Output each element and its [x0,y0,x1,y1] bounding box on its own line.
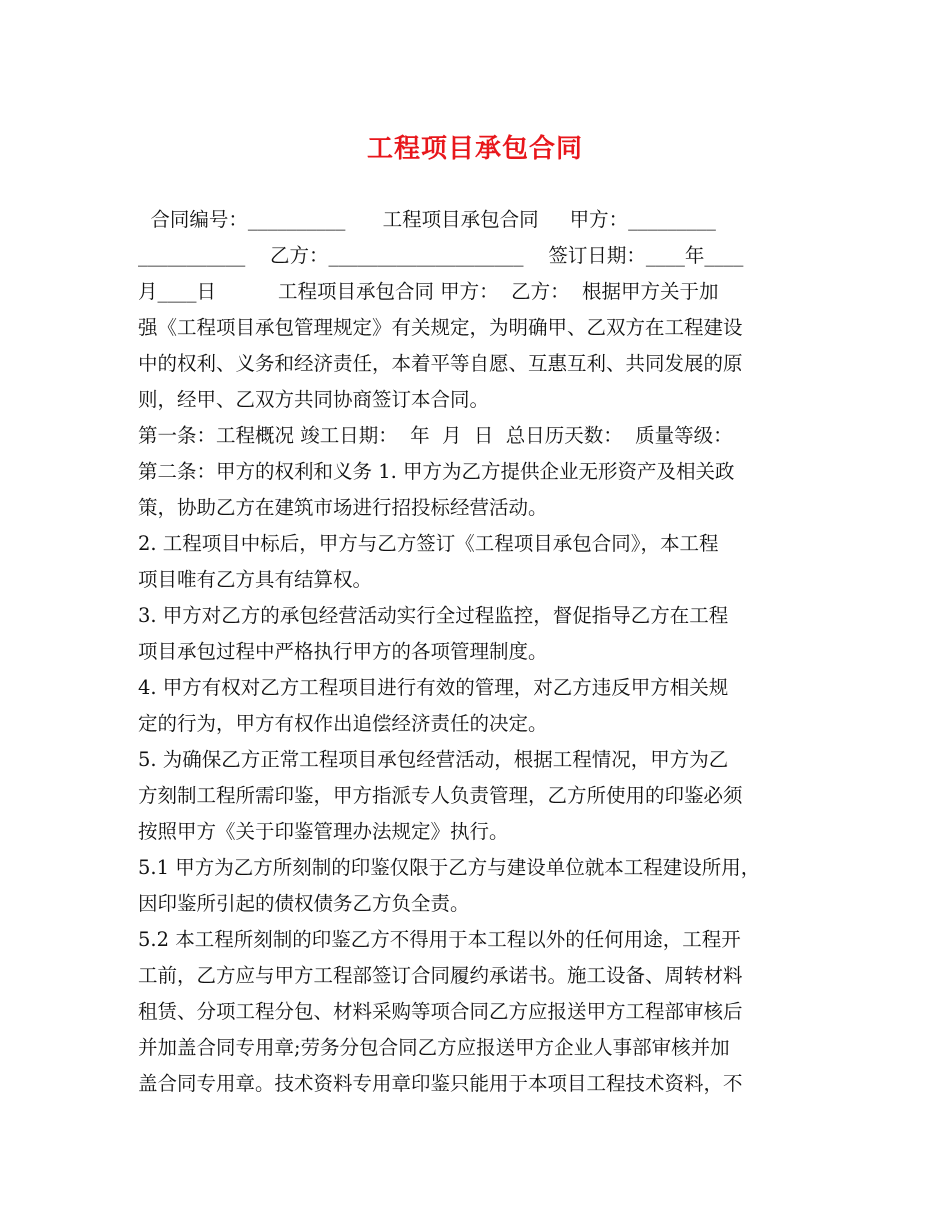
body-line: 强《工程项目承包管理规定》有关规定，为明确甲、乙双方在工程建设 [138,316,743,339]
body-line: 并加盖合同专用章;劳务分包合同乙方应报送甲方企业人事部审核并加 [138,1036,730,1059]
body-line: 第一条：工程概况 竣工日期： 年 月 日 总日历天数： 质量等级： [138,424,733,447]
body-line: 方刻制工程所需印鉴，甲方指派专人负责管理，乙方所使用的印鉴必须 [138,784,743,807]
body-line: 定的行为，甲方有权作出追偿经济责任的决定。 [138,712,548,735]
body-line: 合同编号：__________ 工程项目承包合同 甲方：_________ [138,208,716,231]
body-line: 盖合同专用章。技术资料专用章印鉴只能用于本项目工程技术资料，不 [138,1072,743,1095]
body-line: 第二条：甲方的权利和义务 1. 甲方为乙方提供企业无形资产及相关政 [138,460,735,483]
body-line: 中的权利、义务和经济责任，本着平等自愿、互惠互利、共同发展的原 [138,352,743,375]
body-line: 则，经甲、乙双方共同协商签订本合同。 [138,388,490,411]
body-line: 5. 为确保乙方正常工程项目承包经营活动，根据工程情况，甲方为乙 [138,748,729,771]
body-line: 按照甲方《关于印鉴管理办法规定》执行。 [138,820,509,843]
body-line: 策，协助乙方在建筑市场进行招投标经营活动。 [138,496,548,519]
document-title: 工程项目承包合同 [366,134,583,164]
body-line: 5.2 本工程所刻制的印鉴乙方不得用于本工程以外的任何用途，工程开 [138,928,741,951]
body-line: 3. 甲方对乙方的承包经营活动实行全过程监控，督促指导乙方在工程 [138,604,729,627]
document-body [138,202,818,1102]
body-line: 租赁、分项工程分包、材料采购等项合同乙方应报送甲方工程部审核后 [138,1000,743,1023]
body-line: 2. 工程项目中标后，甲方与乙方签订《工程项目承包合同》，本工程 [138,532,719,555]
body-line: 5.1 甲方为乙方所刻制的印鉴仅限于乙方与建设单位就本工程建设所用， [138,856,761,879]
body-line: 4. 甲方有权对乙方工程项目进行有效的管理，对乙方违反甲方相关规 [138,676,729,699]
body-line: 工前，乙方应与甲方工程部签订合同履约承诺书。施工设备、周转材料 [138,964,743,987]
body-line: 因印鉴所引起的债权债务乙方负全责。 [138,892,470,915]
body-line: 月____日 工程项目承包合同 甲方： 乙方： 根据甲方关于加 [138,280,719,303]
body-line: 项目承包过程中严格执行甲方的各项管理制度。 [138,640,548,663]
body-line: 项目唯有乙方具有结算权。 [138,568,373,591]
body-line: ___________ 乙方：____________________ 签订日期：____年____ [138,244,744,267]
